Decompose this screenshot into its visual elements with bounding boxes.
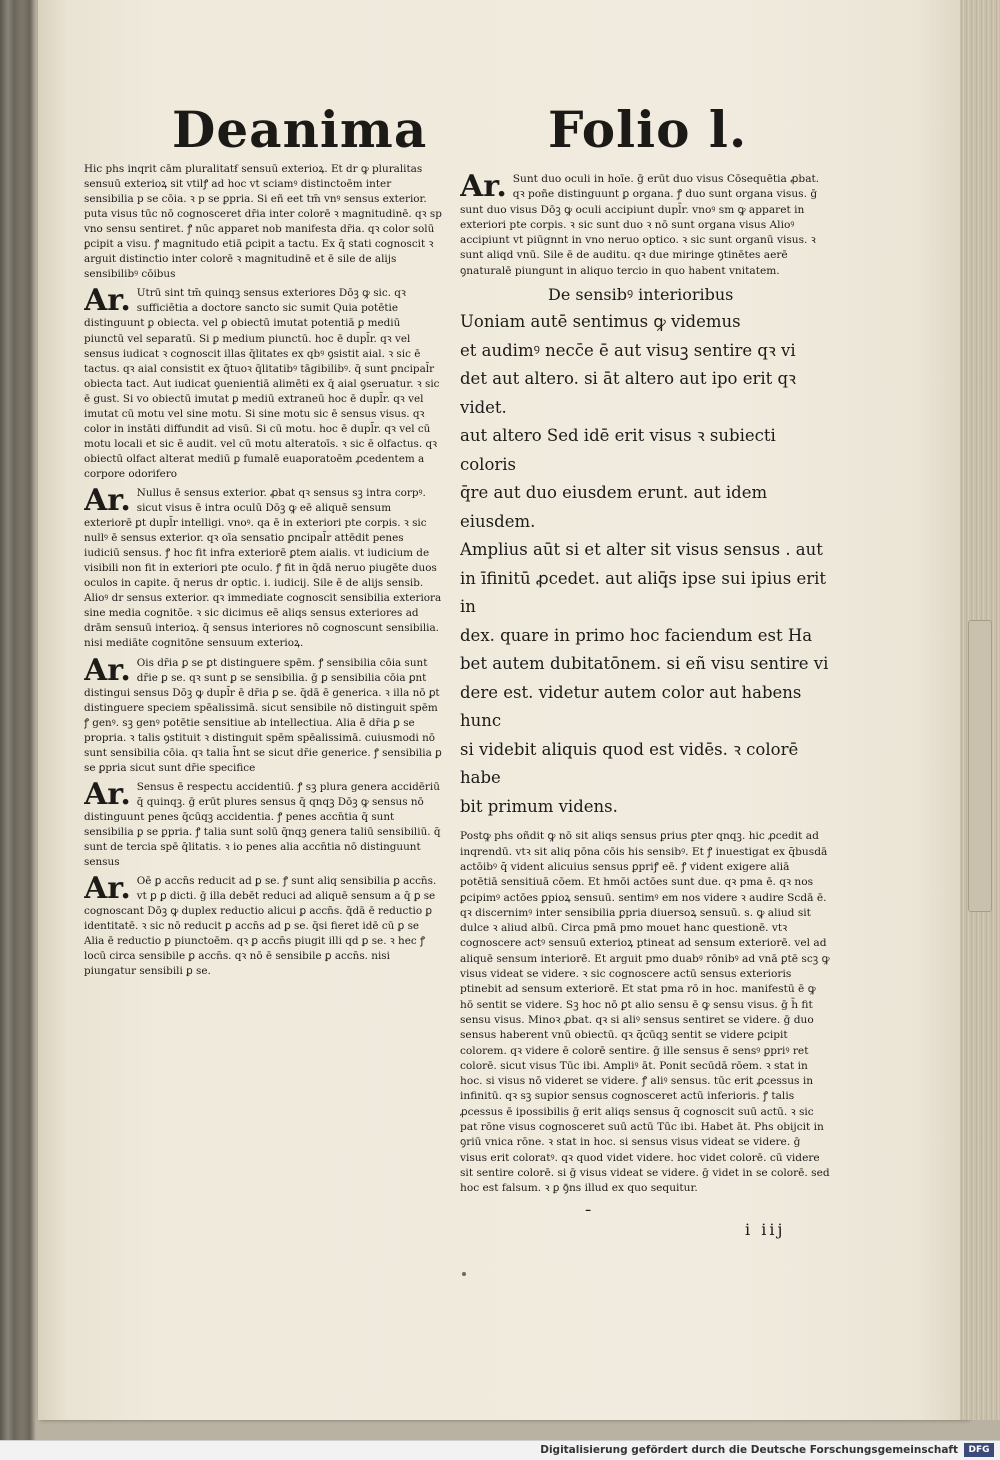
running-head-left: Deanima xyxy=(172,100,428,159)
left-paragraph: Ar. Nullus ē sensus exterior. ꝓbat qꝛ sensus sꝫ intra corpꝰ. sicut visus ē intra oculū Dōꝫ ꝙ eē aliquē sensum exteriorē ꝑt dupl̄r intelligi. vnoꝰ. qa ē in exteriori pte corpis. ꝛ sic nullꝰ ē sensus exterior. qꝛ oīa sensatio ꝑncipal̄r attēdit penes iudiciū sensus. ꝭ hoc fit infra exteriorē ꝑtem aialis. vt iudicium de visibili non fit in exteriori pte oculo. ꝭ fit in q̄dā neruo piugēte duos oculos in capite. q̄ nerus dr optic. i. iudicij. Sile ē de alijs sensib. Alioꝰ dr sensus exterior. qꝛ immediate cognoscit sensibilia exteriora sine media cognitōe. ꝛ sic dicimus eē aliqs sensus exteriores ad drām sensuū interioꝝ. q̄ sensus interiores nō cognoscunt sensibilia. nisi mediāte cognitōne sensuum exterioꝝ. xyxy=(84,482,442,650)
left-paragraph: Ar. Oē ꝑ accn̄s reducit ad ꝑ se. ꝭ sunt aliq sensibilia ꝑ accn̄s. vt ꝑ ꝑ dicti. ḡ illa debēt reduci ad aliquē sensum a q̄ ꝑ se cognoscant Dōꝫ ꝙ duplex reductio alicui ꝑ accn̄s. q̄dā ē reductio ꝑ identitatē. ꝛ sic nō reducit ꝑ accn̄s ad ꝑ se. q̄si fieret idē cū ꝑ se Alia ē reductio ꝑ piunctoēm. qꝛ ꝑ accn̄s piugit illi qd ꝑ se. ꝛ hec ꝭ locū circa sensibile ꝑ accn̄s. qꝛ nō ē sensibile ꝑ accn̄s. nisi piungatur sensibili ꝑ se. xyxy=(84,871,437,978)
left-paragraph: Hic phs inqrit cām pluralitatẜ sensuū exterioꝝ. Et dr ꝙ pluralitas sensuū exterioꝝ sit vtilꝭ ad hoc vt sciamꝰ distinctoēm inter sensibilia p se cōia. ꝛ p se ꝑpria. Si eñ eet tm̄ vnꝰ sensus exterior. puta visus tūc nō cognosceret dr̄ia inter colorē ꝛ magnitudinē. qꝛ sp vno sensu sentiret. ꝭ nūc apparet nob manifesta dr̄ia. qꝛ color solū ꝑcipit a visu. ꝭ magnitudo etiā ꝑcipit a tactu. Ex q̄ stati cognoscit ꝛ arguit distinctio inter colorē ꝛ magnitudinē et ē sile de alijs sensibilibꝰ cōibus xyxy=(84,163,442,281)
text-line: si videbit aliquis quod est vidēs. ꝛ colorē habe xyxy=(460,739,799,788)
text-line: bet autem dubitatōnem. si eñ visu sentire vi xyxy=(460,654,829,674)
right-paragraph: Ar. Sunt duo oculi in hoīe. ḡ erūt duo visus Cōsequētia ꝓbat. qꝛ poñe distinguunt ꝑ organa. ꝭ duo sunt organa visus. ḡ sunt duo visus Dōꝫ ꝙ oculi accipiunt dupl̄r. vnoꝰ sm ꝙ apparet in exteriori pte corpis. ꝛ sic sunt duo ꝛ nō sunt organa visus Alioꝰ accipiunt vt piūgnnt in vno neruo optico. ꝛ sic sunt organū visus. ꝛ sunt aliqd vnū. Sile ē de auditu. qꝛ due miringe ꝯtinētes aerē ꝯnaturalē piungunt in aliquo tercio in quo habent vnitatem. xyxy=(460,172,820,277)
initial-ar: Ar. xyxy=(84,482,131,518)
text-line: Amplius aūt si et alter sit visus sensus . aut xyxy=(460,540,823,560)
initial-ar: Ar. xyxy=(84,776,131,812)
initial-ar: Ar. xyxy=(460,172,507,204)
funding-notice: Digitalisierung gefördert durch die Deutsche Forschungsgemeinschaft xyxy=(540,1444,958,1456)
text-line: aut altero Sed idē erit visus ꝛ subiecti coloris xyxy=(460,426,776,474)
text-line: q̄re aut duo eiusdem erunt. aut idem eiusdem. xyxy=(460,483,768,531)
text-line: dex. quare in primo hoc faciendum est Ha xyxy=(460,625,813,645)
closing-line xyxy=(460,1207,830,1213)
signature-mark: i iij xyxy=(745,1220,786,1239)
section-heading: De sensibꝰ interioribus xyxy=(548,285,734,305)
left-paragraph: Ar. Sensus ē respectu accidentiū. ꝭ sꝫ plura genera accidēriū q̄ quinqꝫ. ḡ erūt plures sensus q̄ qnqꝫ Dōꝫ ꝙ sensus nō distinguunt penes q̄cūqꝫ accidentia. ꝭ penes accn̄tia q̄ sunt sensibilia ꝑ se ꝑpria. ꝭ talia sunt solū q̄nqꝫ genera taliū sensibiliū. q̄ sunt de tercia spē q̄litatis. ꝛ io penes alia accn̄tia nō distinguunt sensus xyxy=(84,776,441,869)
left-paragraph: Ar. Utrū sint tm̄ quinqꝫ sensus exteriores Dōꝫ ꝙ sic. qꝛ sufficiētia a doctore sancto sic sumit Quia potētie distinguunt ꝑ obiecta. vel ꝑ obiectū imutat potentiā ꝑ mediū piunctū vel separatū. Si ꝑ medium piunctū. hoc ē dupl̄r. qꝛ vel sensus iudicat ꝛ cognoscit illas q̄litates ex qbꝰ ꝯsistit aial. ꝛ sic ē tactus. qꝛ aial consistit ex q̄tuoꝛ q̄litatibꝰ tāgibilibꝰ. q̄ sunt ꝑncipal̄r obiecta tact. Aut iudicat ꝯuenientiā alimēti ex q̄ aial ꝯseruatur. ꝛ sic ē gust. Si vo obiectū imutat ꝑ mediū extraneū hoc ē dupl̄r. qꝛ vel imutat cū motu vel sine motu. Si sine motu sic ē sensus visus. qꝛ color in instāti diffundit ad visū. Si cū motu. hoc ē dupl̄r. qꝛ vel cū motu locali et sic ē audit. vel cū motu alteratoīs. ꝛ sic ē olfactus. qꝛ obiectū olfact alterat mediū ꝑ fumalē euaporatoēm ꝓcedentem a corpore odorifero xyxy=(84,283,440,480)
paper-speck xyxy=(462,1272,466,1276)
left-column xyxy=(84,162,442,1234)
text-line: Uoniam autē sentimus ꝙ videmus xyxy=(460,312,741,332)
dfg-logo: DFG xyxy=(964,1443,994,1457)
text-line: et audimꝰ necc̄e ē aut visuꝫ sentire qꝛ vi xyxy=(460,340,796,360)
initial-ar: Ar. xyxy=(84,652,131,688)
initial-ar: Ar. xyxy=(84,283,131,319)
running-head-right: Folio l. xyxy=(548,100,748,159)
text-line: det aut altero. si āt altero aut ipo erit qꝛ videt. xyxy=(460,369,796,417)
initial-ar: Ar. xyxy=(84,871,131,907)
page-clip xyxy=(968,620,992,912)
footer-bar xyxy=(0,1440,1000,1460)
text-line: in īfinitū ꝓcedet. aut aliq̄s ipse sui ipius erit in xyxy=(460,568,827,617)
text-line: dere est. videtur autem color aut habens hunc xyxy=(460,682,802,731)
commentary-paragraph: Postꝙ phs oñdit ꝙ nō sit aliqs sensus ꝑrius ꝑter qnqꝫ. hic ꝓcedit ad inqrendū. vtꝛ sit aliq pōna cōis his sensibꝰ. Et ꝭ inuestigat ex q̄busdā actōibꝰ q̄ vident alicuius sensus ꝑpriꝭ eē. ꝭ vident exigere aliā potētiā sensitiuā cōem. Et hmōi actōes sunt due. qꝛ pma ē. qꝛ nos ꝑcipimꝰ actōes ꝑpioꝝ sensuū. sentimꝰ em nos videre ꝛ audire Scdā ē. qꝛ discernimꝰ inter sensibilia ꝑpria diuersoꝝ sensuū. s. ꝙ aliud sit dulce ꝛ aliud albū. Circa pmā pmo mouet hanc questionē. vtꝛ cognoscere actꝰ sensuū exterioꝝ ptineat ad sensum exteriorē. vel ad aliquē sensum interiorē. Et arguit pmo duabꝰ rōnibꝰ ad vnā ꝑtē scꝫ ꝙ visus videat se videre. ꝛ sic cognoscere actū sensus exterioris ptinebit ad sensum exteriorē. Et stat pma rō in hoc. manifestū ē ꝙ hō sentit se videre. Sꝫ hoc nō ꝑt alio sensu ē ꝙ sensu visus. ḡ h̄ fit sensu visus. Minoꝛ ꝓbat. qꝛ si aliꝰ sensus sentiret se videre. ḡ duo sensus haberent vnū obiectū. qꝛ q̄cūqꝫ sentit se videre ꝑcipit colorem. qꝛ videre ē colorē sentire. ḡ ille sensus ē sensꝰ ꝑpriꝰ ret colorē. sicut visus Tūc ibi. Ampliꝰ āt. Ponit secūdā rōem. ꝛ stat in hoc. si visus nō videret se videre. ꝭ aliꝰ sensus. tūc erit ꝓcessus in infinitū. qꝛ sꝫ supior sensus cognosceret actū inferioris. ꝭ talis ꝓcessus ē ipossibilis ḡ erit aliqs sensus q̄ cognoscit suū actū. ꝛ sic pat rōne visus cognosceret suū actū Tūc ibi. Habet āt. Phs obijcit in ꝯriū vnica rōne. ꝛ stat in hoc. si sensus visus videat se videre. ḡ visus erit coloratꝰ. qꝛ quod videt videre. hoc videt colorē. cū videre sit sentire colorē. si ḡ visus videat se videre. ḡ videt in se colorē. sed hoc est falsum. ꝛ ꝑ ꝯ̄ns illud ex quo sequitur. xyxy=(460,830,830,1195)
aristotle-text xyxy=(460,308,830,821)
text-line: bit primum videns. xyxy=(460,796,618,816)
right-column xyxy=(460,172,830,1212)
left-paragraph: Ar. Ois dr̄ia ꝑ se ꝑt distinguere spēm. ꝭ sensibilia cōia sunt dr̄ie ꝑ se. qꝛ sunt ꝑ se sensibilia. ḡ ꝑ sensibilia cōia ꝑnt distingui sensus Dōꝫ ꝙ dupl̄r ē dr̄ia ꝑ se. q̄dā ē generica. ꝛ illa nō ꝑt distinguere speciem spēalissimā. sicut sensibile nō distinguit spēm ꝭ genꝰ. sꝫ genꝰ potētie sensitiue ab intellectiua. Alia ē dr̄ia ꝑ se propria. ꝛ talis ꝯstituit ꝛ distinguit spēm spēalissimā. cuiusmodi nō sunt sensibilia cōia. qꝛ talia h̄nt se sicut dr̄ie generice. ꝭ sensibilia ꝑ se ꝑpria sicut sunt dr̄ie specifice xyxy=(84,652,442,774)
